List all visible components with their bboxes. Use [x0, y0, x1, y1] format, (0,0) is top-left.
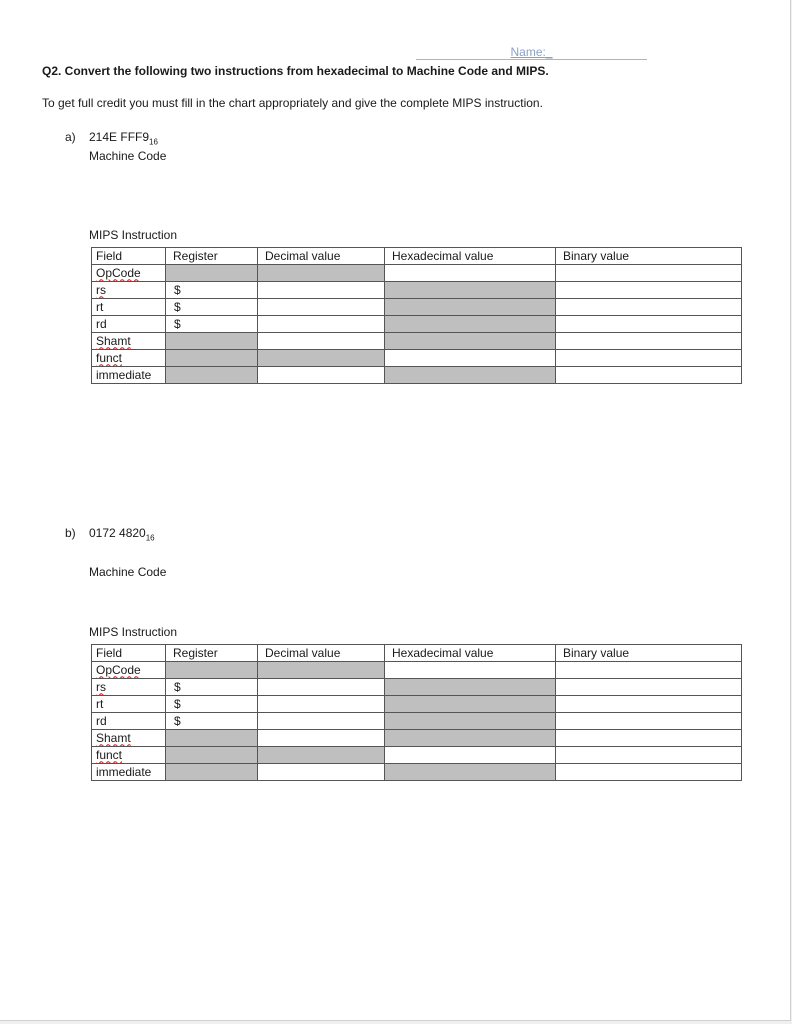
instructions-text: To get full credit you must fill in the chart appropriately and give the complete MIPS instruction.	[42, 96, 543, 110]
field-rs: rs	[92, 282, 166, 299]
decimal-cell[interactable]	[258, 696, 385, 713]
part-a-hex-value: 214E FFF9	[89, 130, 150, 144]
shaded-cell	[166, 747, 258, 764]
binary-cell[interactable]	[556, 696, 742, 713]
binary-cell[interactable]	[556, 316, 742, 333]
shaded-cell	[258, 265, 385, 282]
decimal-cell[interactable]	[258, 367, 385, 384]
part-b-mips-label: MIPS Instruction	[89, 625, 178, 639]
field-rt: rt	[92, 299, 166, 316]
table-row	[92, 282, 742, 299]
table-row	[92, 730, 742, 747]
binary-cell[interactable]	[556, 662, 742, 679]
shaded-cell	[385, 713, 556, 730]
shaded-cell	[166, 367, 258, 384]
table-row	[92, 299, 742, 316]
decimal-cell[interactable]	[258, 299, 385, 316]
shaded-cell	[166, 662, 258, 679]
shaded-cell	[385, 333, 556, 350]
register-cell[interactable]: $	[166, 299, 258, 316]
shaded-cell	[385, 316, 556, 333]
table-row	[92, 696, 742, 713]
field-immediate: immediate	[92, 764, 166, 781]
part-a-label: a)	[65, 130, 76, 144]
shaded-cell	[385, 696, 556, 713]
binary-cell[interactable]	[556, 299, 742, 316]
binary-cell[interactable]	[556, 333, 742, 350]
header-decimal: Decimal value	[258, 645, 385, 662]
part-b-hex-value: 0172 4820	[89, 526, 146, 540]
header-hex: Hexadecimal value	[385, 248, 556, 265]
shaded-cell	[166, 764, 258, 781]
shaded-cell	[385, 730, 556, 747]
field-rd: rd	[92, 316, 166, 333]
table-row	[92, 367, 742, 384]
shaded-cell	[385, 282, 556, 299]
name-field[interactable]: Name:_	[416, 46, 647, 60]
field-rs: rs	[92, 679, 166, 696]
table-header-row	[92, 645, 742, 662]
table-row	[92, 316, 742, 333]
table-row	[92, 747, 742, 764]
register-cell[interactable]: $	[166, 696, 258, 713]
hex-cell[interactable]	[385, 747, 556, 764]
binary-cell[interactable]	[556, 730, 742, 747]
header-hex: Hexadecimal value	[385, 645, 556, 662]
binary-cell[interactable]	[556, 367, 742, 384]
hex-cell[interactable]	[385, 265, 556, 282]
table-row	[92, 333, 742, 350]
part-a-machine-code-label: Machine Code	[89, 149, 167, 163]
decimal-cell[interactable]	[258, 282, 385, 299]
field-opcode: OpCode	[92, 662, 166, 679]
header-binary: Binary value	[556, 645, 742, 662]
decimal-cell[interactable]	[258, 679, 385, 696]
binary-cell[interactable]	[556, 265, 742, 282]
header-binary: Binary value	[556, 248, 742, 265]
hex-cell[interactable]	[385, 662, 556, 679]
field-rd: rd	[92, 713, 166, 730]
decimal-cell[interactable]	[258, 764, 385, 781]
question-title: Q2. Convert the following two instructions from hexadecimal to Machine Code and MIPS.	[42, 64, 549, 78]
table-row	[92, 662, 742, 679]
shaded-cell	[385, 367, 556, 384]
binary-cell[interactable]	[556, 679, 742, 696]
register-cell[interactable]: $	[166, 316, 258, 333]
field-funct: funct	[92, 350, 166, 367]
shaded-cell	[385, 679, 556, 696]
register-cell[interactable]: $	[166, 713, 258, 730]
mips-table-a	[91, 247, 742, 384]
shaded-cell	[166, 333, 258, 350]
field-immediate: immediate	[92, 367, 166, 384]
part-b-base: 16	[145, 533, 155, 543]
binary-cell[interactable]	[556, 747, 742, 764]
part-a-hex	[89, 130, 158, 146]
part-b-label: b)	[65, 526, 76, 540]
table-row	[92, 350, 742, 367]
shaded-cell	[385, 764, 556, 781]
shaded-cell	[258, 747, 385, 764]
part-b-hex	[89, 526, 155, 542]
shaded-cell	[166, 730, 258, 747]
field-opcode: OpCode	[92, 265, 166, 282]
header-register: Register	[166, 248, 258, 265]
table-header-row	[92, 248, 742, 265]
binary-cell[interactable]	[556, 282, 742, 299]
shaded-cell	[258, 350, 385, 367]
field-funct: funct	[92, 747, 166, 764]
decimal-cell[interactable]	[258, 713, 385, 730]
register-cell[interactable]: $	[166, 679, 258, 696]
header-decimal: Decimal value	[258, 248, 385, 265]
header-field: Field	[92, 248, 166, 265]
binary-cell[interactable]	[556, 764, 742, 781]
header-register: Register	[166, 645, 258, 662]
mips-table-b	[91, 644, 742, 781]
part-a-mips-label: MIPS Instruction	[89, 228, 178, 242]
shaded-cell	[258, 662, 385, 679]
decimal-cell[interactable]	[258, 316, 385, 333]
field-rt: rt	[92, 696, 166, 713]
header-field: Field	[92, 645, 166, 662]
table-row	[92, 679, 742, 696]
table-row	[92, 713, 742, 730]
part-b-machine-code-label: Machine Code	[89, 565, 167, 579]
hex-cell[interactable]	[385, 350, 556, 367]
register-cell[interactable]: $	[166, 282, 258, 299]
table-row	[92, 265, 742, 282]
decimal-cell[interactable]	[258, 730, 385, 747]
shaded-cell	[166, 265, 258, 282]
field-shamt: Shamt	[92, 730, 166, 747]
field-shamt: Shamt	[92, 333, 166, 350]
shaded-cell	[385, 299, 556, 316]
binary-cell[interactable]	[556, 713, 742, 730]
part-a-base: 16	[149, 137, 158, 147]
table-row	[92, 764, 742, 781]
binary-cell[interactable]	[556, 350, 742, 367]
decimal-cell[interactable]	[258, 333, 385, 350]
shaded-cell	[166, 350, 258, 367]
